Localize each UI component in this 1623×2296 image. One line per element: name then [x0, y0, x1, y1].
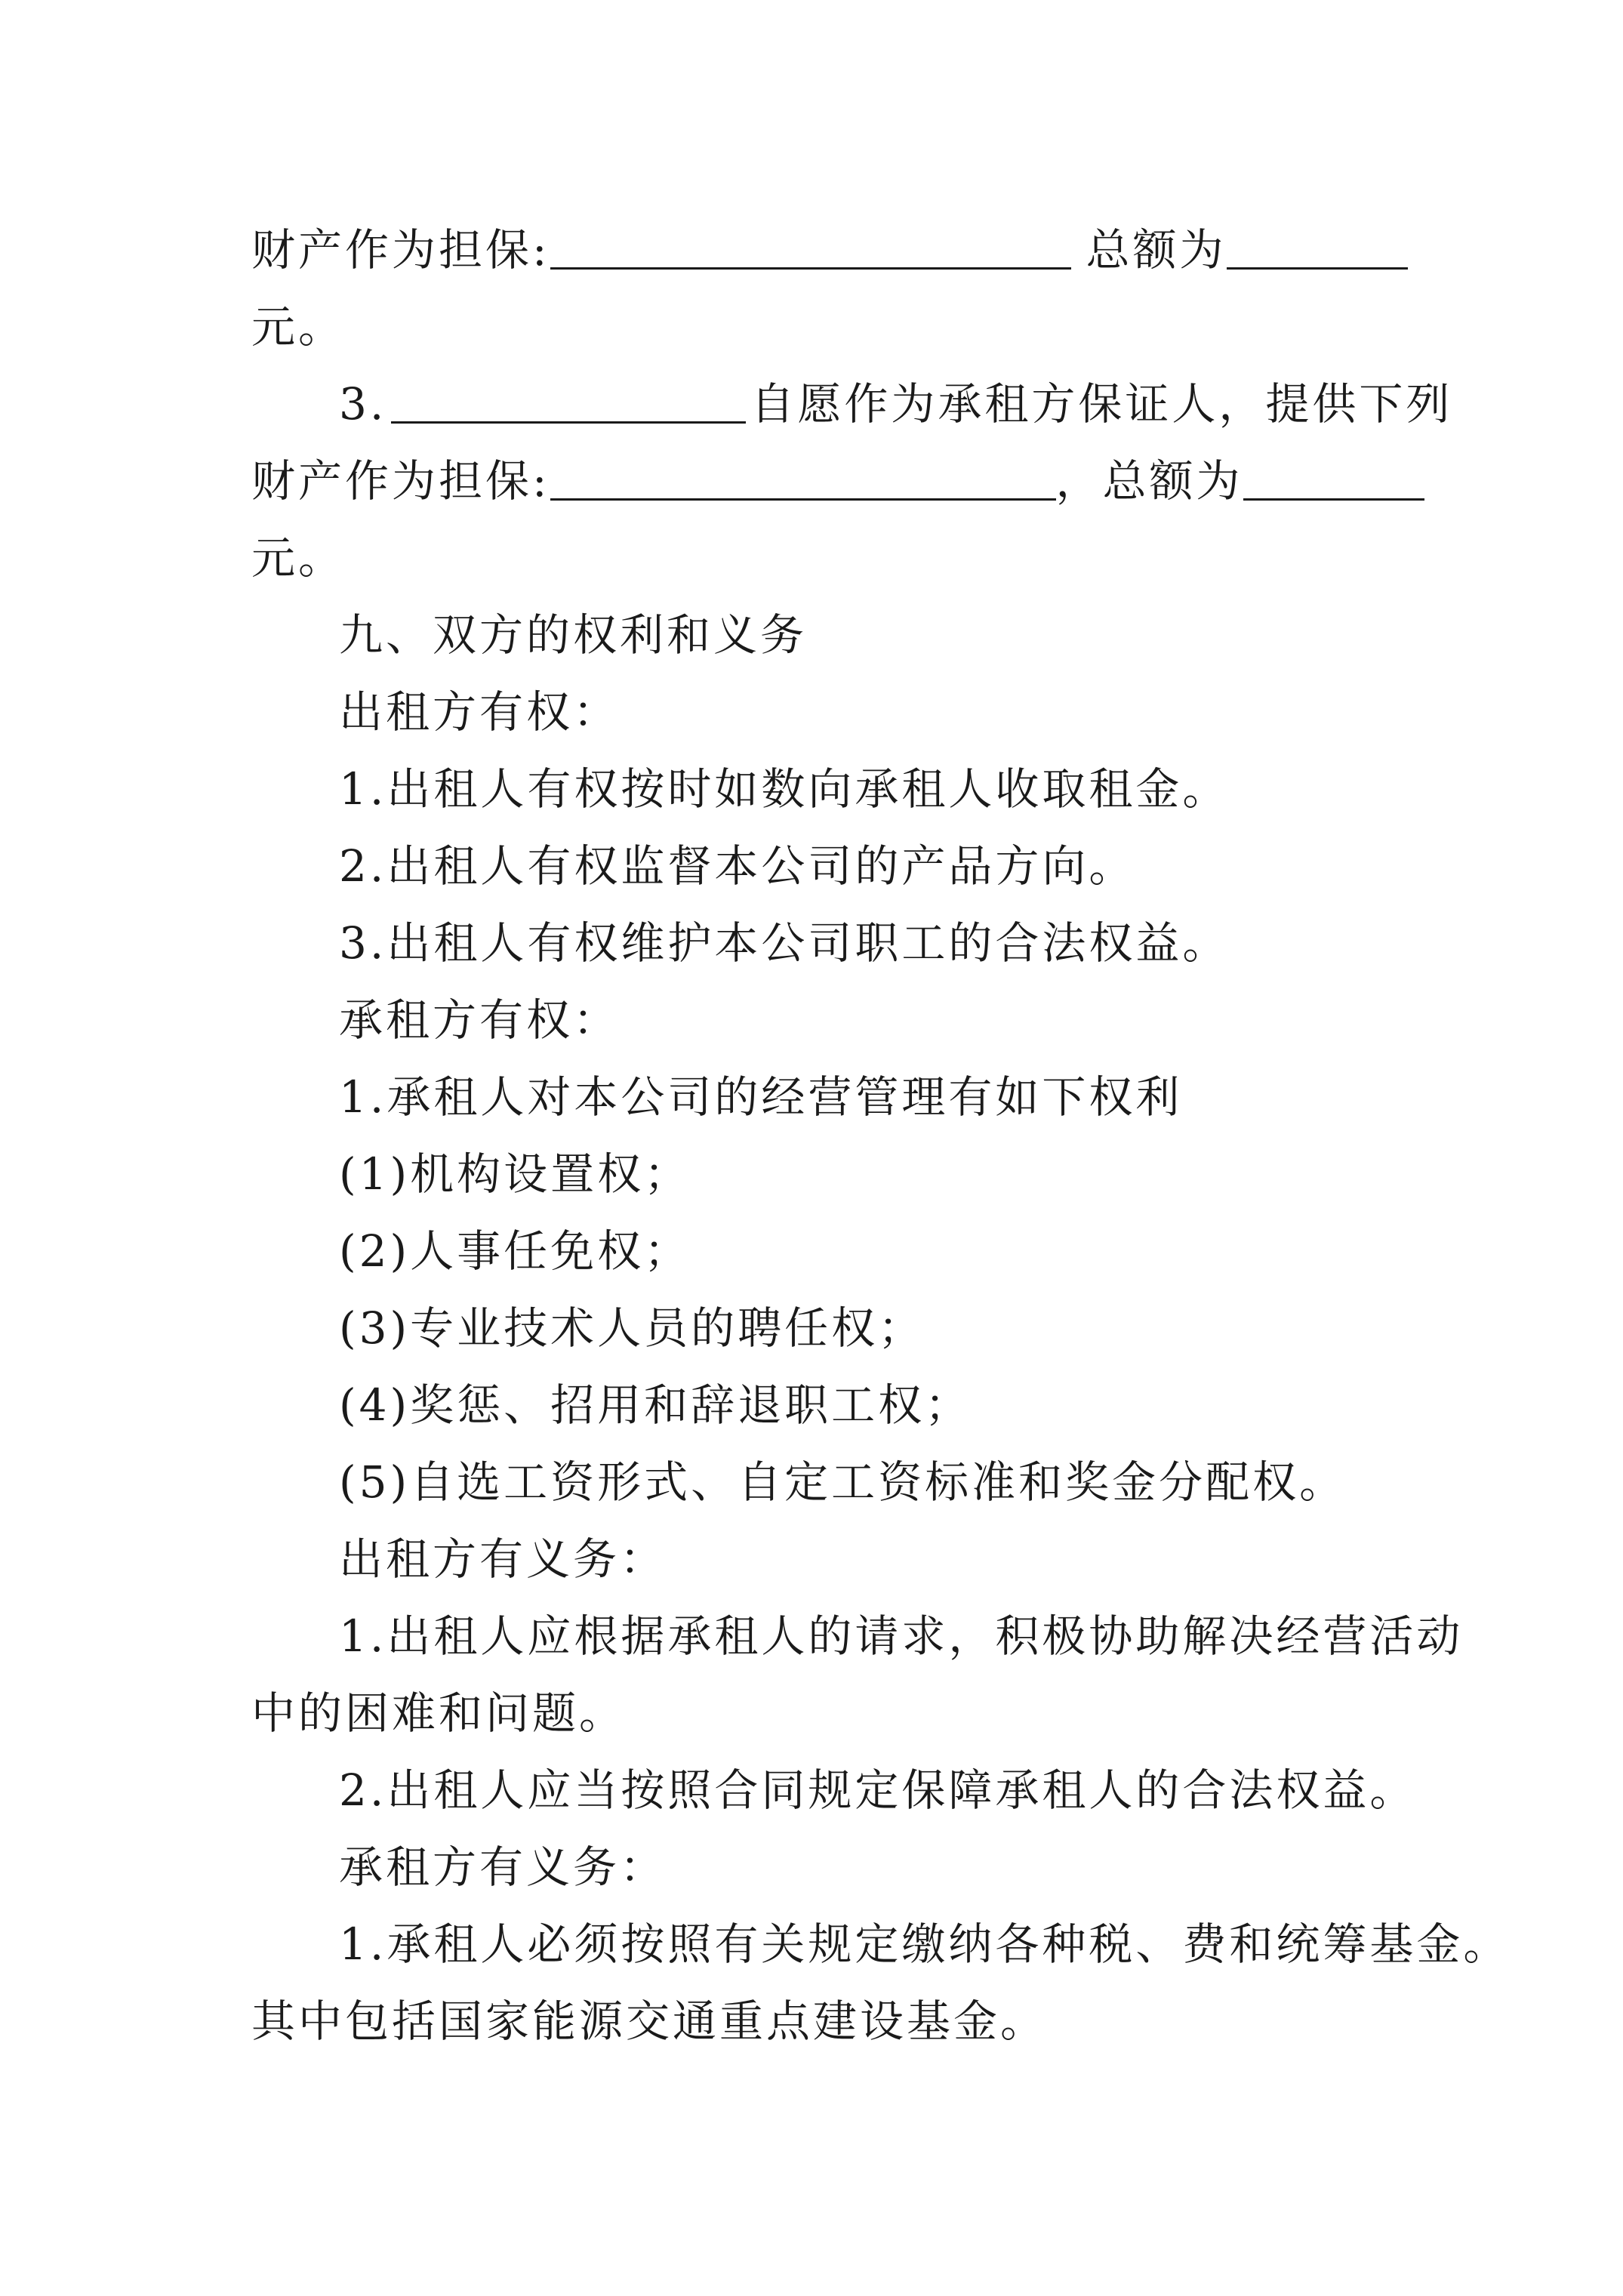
lessee-right-item: (3)专业技术人员的聘任权；	[339, 1302, 925, 1354]
guarantee-line-1-end	[251, 288, 1384, 365]
currency-unit: 元。	[251, 532, 346, 584]
lessor-right-item: 1.出租人有权按时如数向承租人收取租金。	[339, 763, 1230, 815]
blank-amount-field	[1227, 223, 1408, 270]
lessee-duty-item-cont: 其中包括国家能源交通重点建设基金。	[251, 1996, 1048, 2047]
guarantor-line-3	[251, 365, 1453, 442]
lessor-right-item: 2.出租人有权监督本公司的产品方向。	[339, 840, 1136, 892]
lessee-right-item: (1)机构设置权；	[339, 1148, 691, 1200]
lessor-duty-item: 1.出租人应根据承租人的请求，积极协助解决经营活动	[339, 1610, 1464, 1662]
lessee-duties-title: 承租方有义务：	[339, 1841, 667, 1893]
guarantee-line-1	[251, 211, 1384, 288]
blank-property-field	[550, 223, 1071, 270]
item-number: 3.	[339, 378, 387, 430]
guarantor-text: 自愿作为承租方保证人，提供下列	[750, 378, 1453, 430]
blank-property-field	[550, 455, 1056, 501]
lessee-right-item: (2)人事任免权；	[339, 1225, 691, 1277]
lessee-right-item: (4)奖惩、招用和辞退职工权；	[339, 1379, 972, 1431]
currency-unit: 元。	[251, 301, 346, 353]
guarantee-line-2	[251, 442, 1384, 519]
lessor-duty-item-cont: 中的困难和问题。	[251, 1687, 627, 1739]
guarantee-lead: 财产作为担保:	[251, 224, 550, 276]
section-heading: 九、双方的权利和义务	[339, 609, 808, 661]
blank-guarantor-name	[391, 378, 746, 424]
lessor-duty-item: 2.出租人应当按照合同规定保障承租人的合法权益。	[339, 1764, 1417, 1816]
guarantee-lead: 财产作为担保:	[251, 455, 550, 507]
blank-amount-field	[1243, 455, 1424, 501]
lessor-duties-title: 出租方有义务：	[339, 1533, 667, 1585]
lessee-rights-title: 承租方有权：	[339, 994, 621, 1046]
lessee-duty-item: 1.承租人必须按照有关规定缴纳各种税、费和统筹基金。	[339, 1918, 1511, 1970]
total-amount-label: 总额为	[1086, 224, 1227, 276]
guarantee-line-2-end	[251, 519, 1384, 596]
lessee-right-item: 1.承租人对本公司的经营管理有如下权利	[339, 1071, 1183, 1123]
total-amount-label: ，总额为	[1055, 455, 1243, 507]
lessor-rights-title: 出租方有权：	[339, 686, 621, 738]
document-body	[251, 211, 1511, 2060]
lessor-right-item: 3.出租人有权维护本公司职工的合法权益。	[339, 917, 1230, 969]
lessee-right-item: (5)自选工资形式、自定工资标准和奖金分配权。	[339, 1456, 1347, 1508]
